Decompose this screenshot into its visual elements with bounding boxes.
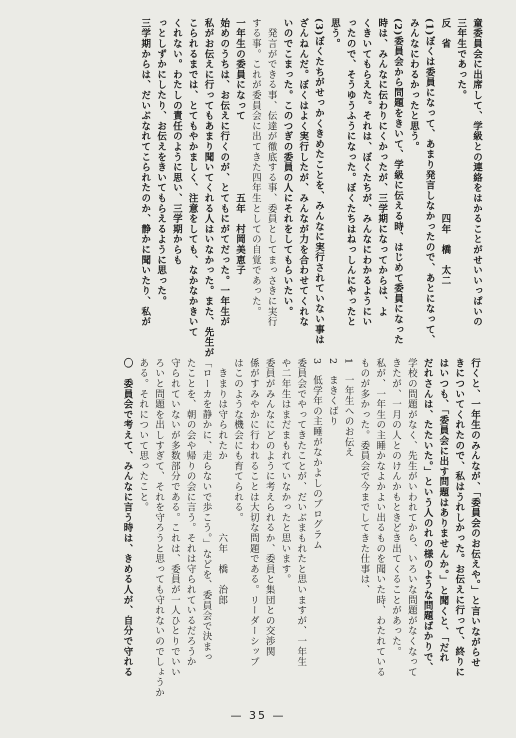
text-column: っとしずかにしたり、お伝えをきいてもらえるように思った。 [155, 18, 167, 307]
text-column: くれない。わたしの責任のように思い、三学期からも [170, 18, 182, 266]
text-column: 行くと、一年生のみんなが、「委員会のお伝えや。」と言いながらせ [469, 358, 480, 668]
text-column: たことを、朝の会や帰りの会に言う。それは守られているだろうか [184, 358, 196, 667]
text-column: ったので、そうゆうふうになった。ぼくたちはねっしんにやったと [344, 18, 356, 327]
text-column: (2)委員会から問題をきいて、学級に伝える時、はじめて委員になった [392, 18, 404, 345]
text-column: 三学期からは、だいぶなれてこられたのか、静かに聞いたり、私が [139, 18, 151, 327]
text-column: 守られていないが多数部分である。これは、委員が一人ひとりでいい [168, 358, 180, 678]
text-column: 「ローカを静かに、走らないで歩こう。」などを、委員会で決まっ [200, 358, 212, 663]
text-column: みんなにわるかったと思う。 [407, 18, 419, 152]
upper-text-block [136, 18, 484, 358]
text-column: はこのような機会にも育てられる。 [232, 358, 244, 523]
text-column: 三年生であった。 [455, 18, 467, 101]
text-column: する事。これが委員会に出てきた四年生としての自覚であった。 [249, 18, 261, 317]
list-item: 1 一年生へのお伝え [342, 358, 354, 458]
text-column: ろいと問題を出しすぎて、それを守ろうと思っても守れないのでしょうか [153, 358, 165, 698]
text-column: 発言ができる事、伝達が徹底する事、委員としてまっさきに実行 [265, 18, 277, 327]
section-heading: きまりは守られたか 六年 橋 治郎 [216, 358, 228, 606]
list-item: 3 低学年の主睡がなかよしのプログラム [311, 358, 323, 551]
text-column: 学校の問題がなく、先生がいわれてから、いろいな問題がなくなって [405, 358, 417, 678]
text-column: 私が、一年生の主睡かなよかよい出るものを聞いた時、わたれている [374, 358, 386, 678]
text-column: こられるまでは、とてもやかましく、注意をしても、なかなかきいて [186, 18, 198, 338]
list-item: 2 まきくばり [326, 358, 338, 427]
text-column: ざんねんだ。ぼくはよく実行したが、みんなが力を合わせてくれな [297, 18, 309, 327]
section-heading: 反 省 四年 橋 太二 [439, 18, 451, 286]
text-column: 始めのうちは、お伝えに行くのが、とてもにがてだった。一年生が [218, 18, 230, 327]
text-column: 私がお伝えに行ってもあまり聞いてくれる人はいなかった。また、先生が [202, 18, 214, 358]
text-column: はいつも、「委員会に出す問題はありませんか。」と聞くと、「だれ [437, 358, 449, 664]
text-column: (1)ぼくは委員になって、あまり発言しなかったので、あとになって、 [423, 18, 435, 345]
text-column: 童委員会に出席して、学級との連絡をはかることがせいいっぱいの [471, 18, 482, 327]
text-column: (3)ぼくたちがせっかくきめたことを、みんなに実行されていない事は [313, 18, 325, 345]
text-column: ものが多かった。委員会で今までしてきた仕事は、 [358, 358, 370, 595]
text-column: だれさんは、たたいた。」という人のれの様のような問題ばかりで、 [421, 358, 433, 673]
text-column: きたが、一月の人とのけんかもときどき出てくることがあった。 [390, 358, 402, 657]
text-column: 委員会でやってきたことが、だいぶまもれたと思いますが、一年生 [295, 358, 307, 667]
text-column: ある。それについて思ったこと。 [137, 358, 149, 513]
text-column: きについてくれたので、私はうれしかった。お伝えに行って、終りに [453, 358, 465, 678]
text-column: 時は、みんなに伝わりにくかったが、三学期になってからは、よ [376, 18, 388, 317]
text-column: 〇 委員会で考えて、みんなに言う時は、きめる人が、自分で守れる [121, 358, 133, 678]
section-heading: 一年生の委員になって 五年 村岡美恵子 [234, 18, 246, 276]
text-column: 思う。 [328, 18, 340, 49]
text-column: いのでこまった。このつぎの委員の人にそれをしてもらいたい。 [281, 18, 293, 317]
text-column: くきいてもらえた。それは、ぼくたちが、みんなにわかるようにい [360, 18, 372, 327]
text-column: 係がすみやかに行われることは大切な問題である。リーダーシップ [247, 358, 259, 667]
text-column: や二年生はまだまもれていなかったと思います。 [279, 358, 291, 585]
text-column: 委員がみんなにどのように考えられるか、委員と集団との交渉関 [263, 358, 275, 657]
page-number: — 35 — [230, 709, 286, 722]
lower-text-block [119, 358, 482, 698]
